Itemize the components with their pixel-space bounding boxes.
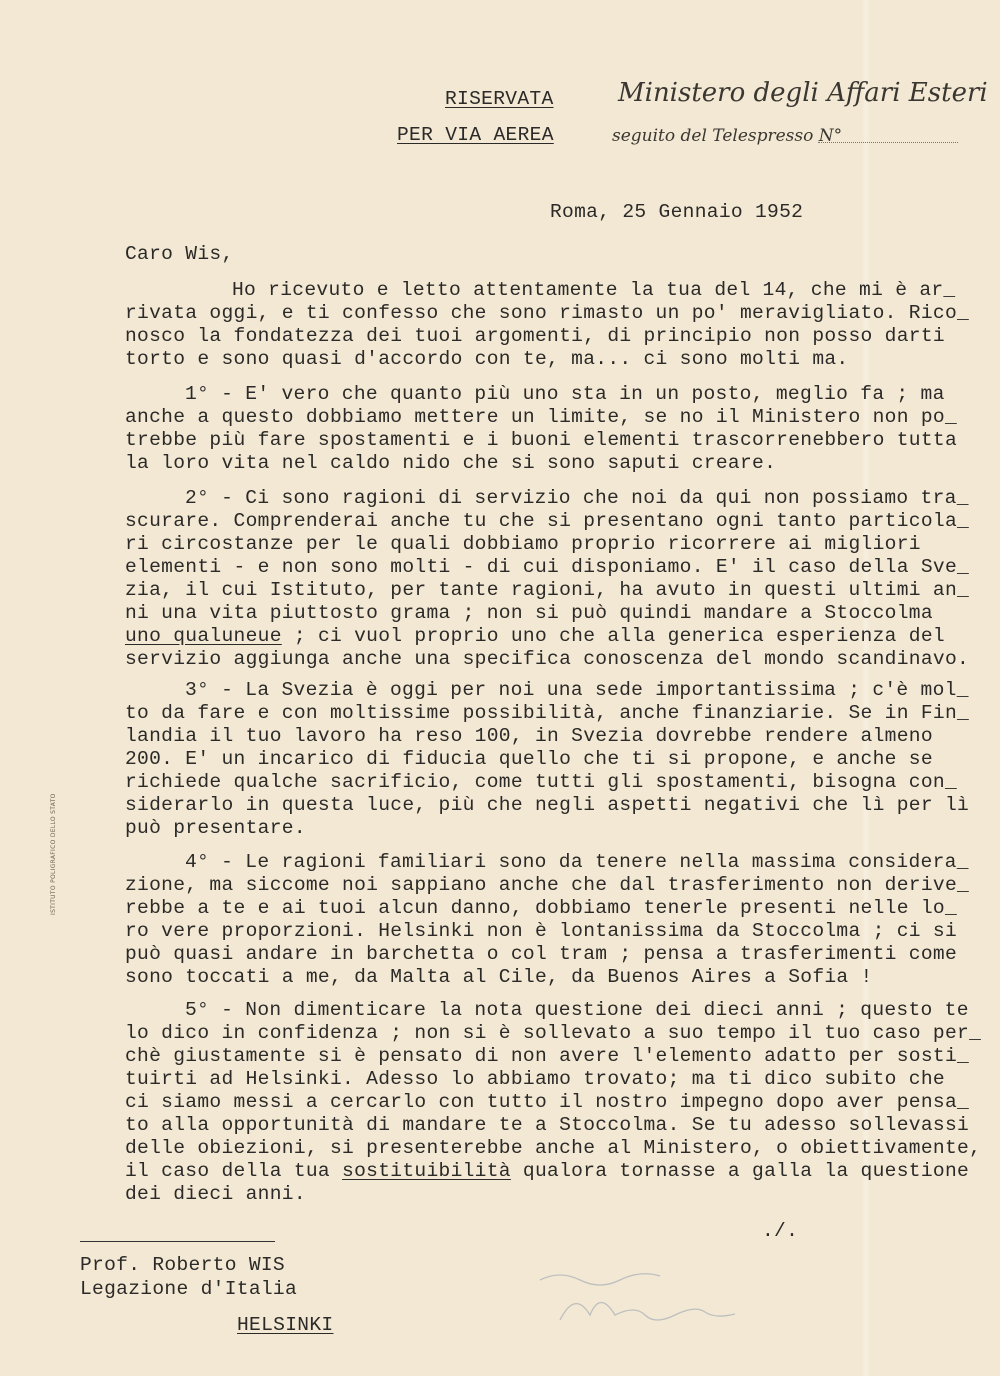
text-line: tuirti ad Helsinki. Adesso lo abbiamo trovato; ma ti dico subito che [125, 1068, 945, 1090]
delivery-label: PER VIA AEREA [397, 124, 554, 146]
text-line [125, 625, 969, 648]
text-line: zia, il cui Istituto, per tante ragioni, ha avuto in questi ultimi an_ [125, 579, 970, 601]
text-line: rebbe a te e ai tuoi alcun danno, dobbiamo tenerle presenti nelle lo_ [125, 897, 958, 919]
place-date: Roma, 25 Gennaio 1952 [550, 201, 804, 223]
text-line: 3° - La Svezia è oggi per noi una sede importantissima ; c'è mol_ [185, 679, 969, 701]
text-line: 1° - E' vero che quanto più uno sta in un posto, meglio fa ; ma [185, 383, 945, 405]
text-line [125, 1160, 981, 1183]
text-line: siderarlo in questa luce, più che negli aspetti negativi che lì per lì [125, 794, 970, 816]
text-segment: il caso della tua [125, 1160, 343, 1182]
text-line: scurare. Comprenderai anche tu che si presentano ogni tanto particola_ [125, 510, 970, 532]
text-line: to da fare e con moltissime possibilità, anche finanziarie. Se in Fin_ [125, 702, 970, 724]
text-line: ni una vita piuttosto grama ; non si può quindi mandare a Stoccolma [125, 602, 933, 624]
printer-mark: ISTITUTO POLIGRAFICO DELLO STATO [50, 793, 57, 915]
text-line: la loro vita nel caldo nido che si sono saputi creare. [125, 452, 777, 474]
signature-divider [80, 1241, 275, 1242]
text-line: può presentare. [125, 817, 306, 839]
pencil-signature [520, 1240, 820, 1340]
paragraph-3 [125, 679, 969, 840]
text-segment: qualora tornasse a galla la questione [510, 1160, 970, 1182]
text-line: ri circostanze per le quali dobbiamo proprio ricorrere ai migliori [125, 533, 921, 555]
text-line: ro vere proporzioni. Helsinki non è lontanissima da Stoccolma ; ci si [125, 920, 958, 942]
text-line: 4° - Le ragioni familiari sono da tenere nella massima considera_ [185, 851, 969, 873]
text-line: sono toccati a me, da Malta al Cile, da Buenos Aires a Sofia ! [125, 966, 873, 988]
text-line: anche a questo dobbiamo mettere un limite, se no il Ministero non po_ [125, 406, 958, 428]
paragraph-1 [125, 383, 957, 475]
telespresso-number-blank [818, 142, 958, 143]
text-line: servizio aggiunga anche una specifica conoscenza del mondo scandinavo. [125, 648, 970, 670]
letterhead-telespresso: seguito del Telespresso N° [612, 126, 843, 146]
text-line: può quasi andare in barchetta o col tram ; pensa a trasferimenti come [125, 943, 958, 965]
text-line: delle obiezioni, si presenterebbe anche al Ministero, o obiettivamente, [125, 1137, 982, 1159]
text-line: to alla opportunità di mandare te a Stoccolma. Se tu adesso sollevassi [125, 1114, 970, 1136]
text-line: zione, ma siccome noi sappiano anche che dal trasferimento non derive_ [125, 874, 970, 896]
paragraph-4 [125, 851, 969, 989]
text-line: richiede qualche sacrificio, come tutti gli spostamenti, bisogna con_ [125, 771, 958, 793]
text-segment: ; ci vuol proprio uno che alla generica esperienza del [281, 625, 945, 647]
paragraph-5 [125, 999, 981, 1206]
recipient-office: Legazione d'Italia [80, 1278, 298, 1300]
letterhead-ministry: Ministero degli Affari Esteri [618, 78, 988, 108]
classification-label: RISERVATA [445, 88, 554, 110]
text-line: 200. E' un incarico di fiducia quello che ti si propone, e anche se [125, 748, 933, 770]
text-line: elementi - e non sono molti - di cui disponiamo. E' il caso della Sve_ [125, 556, 970, 578]
text-line: rivata oggi, e ti confesso che sono rimasto un po' meravigliato. Rico_ [125, 302, 970, 324]
recipient-city: HELSINKI [237, 1314, 334, 1336]
text-line: lo dico in confidenza ; non si è sollevato a suo tempo il tuo caso per_ [125, 1022, 982, 1044]
text-line: chè giustamente si è pensato di non avere l'elemento adatto per sosti_ [125, 1045, 970, 1067]
text-line: torto e sono quasi d'accordo con te, ma... ci sono molti ma. [125, 348, 849, 370]
text-line: ci siamo messi a cercarlo con tutto il nostro impegno dopo aver pensa_ [125, 1091, 970, 1113]
paragraph-2 [125, 487, 969, 671]
text-line: landia il tuo lavoro ha reso 100, in Svezia dovrebbe rendere almeno [125, 725, 933, 747]
salutation: Caro Wis, [125, 243, 234, 265]
text-line: 5° - Non dimenticare la nota questione dei dieci anni ; questo te [185, 999, 969, 1021]
underlined-text: uno qualuneue [125, 625, 282, 647]
text-line: nosco la fondatezza dei tuoi argomenti, di principio non posso darti [125, 325, 945, 347]
text-line: dei dieci anni. [125, 1183, 306, 1205]
recipient-name: Prof. Roberto WIS [80, 1254, 285, 1276]
continuation-mark: ./. [762, 1220, 799, 1242]
text-line: 2° - Ci sono ragioni di servizio che noi da qui non possiamo tra_ [185, 487, 969, 509]
paragraph-0 [125, 279, 969, 371]
text-line: trebbe più fare spostamenti e i buoni elementi trascorrenebbero tutta [125, 429, 958, 451]
underlined-text: sostituibilità [342, 1160, 511, 1182]
text-line: Ho ricevuto e letto attentamente la tua del 14, che mi è ar_ [232, 279, 956, 301]
